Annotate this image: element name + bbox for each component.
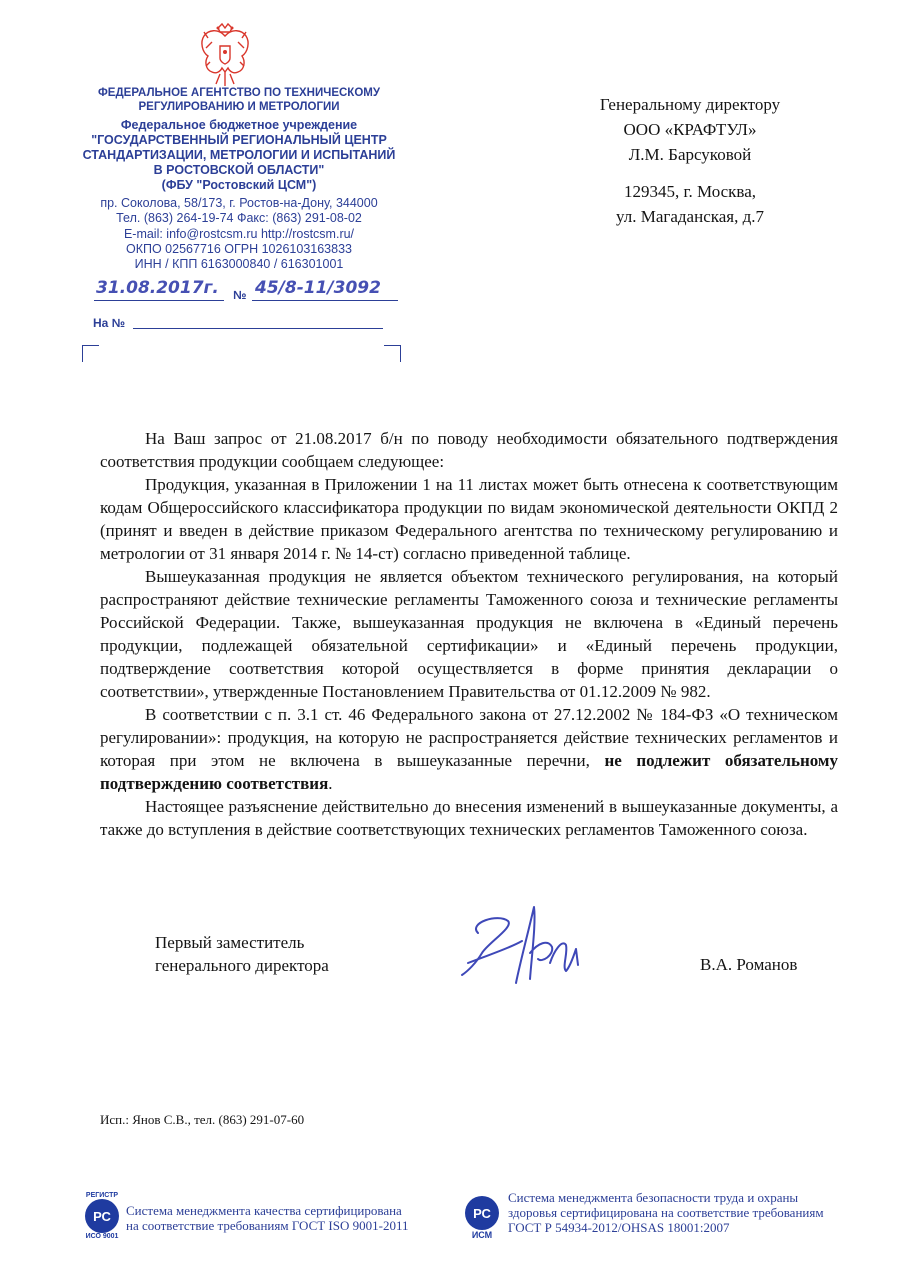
address-corner-right [384,345,401,362]
org-name: "ГОСУДАРСТВЕННЫЙ РЕГИОНАЛЬНЫЙ ЦЕНТР СТАНДАРТИЗАЦИИ, МЕТРОЛОГИИ И ИСПЫТАНИЙ В РОСТОВСКОЙ ОБЛАСТИ" [82,133,396,177]
addressee-block [560,92,820,229]
reference-underline [133,328,383,329]
org-address: пр. Соколова, 58/173, г. Ростов-на-Дону, 344000 [100,196,378,210]
cert1-line1: Система менеджмента качества сертифицирована [126,1203,402,1218]
cert1-badge-top: РЕГИСТР [85,1192,119,1199]
signer-position [155,931,329,977]
org-inn-kpp: ИНН / КПП 6163000840 / 616301001 [134,257,344,272]
executor-contact: Исп.: Янов С.В., тел. (863) 291-07-60 [100,1112,305,1127]
signer-name: В.А. Романов [700,955,798,974]
body-paragraph-5: Настоящее разъяснение действительно до внесения изменений в вышеуказанные документы, а также до вступления в действие соответствующих технических регламентов Таможенного союза. [100,797,838,839]
p4-bold-conclusion: не подлежит обязательному подтверждению соответствия [100,751,839,793]
cert-ohsas-text [508,1190,824,1235]
organization-block [78,118,400,193]
body-paragraph-3: Вышеуказанная продукция не является объектом технического регулирования, на который распространяют действие технические регламенты Таможенного союза и технические регламенты Российской Федерации. Также, вышеуказанная продукция не включена в «Единый перечень продукции, подлежащей обязательной сертификации» и «Единый перечень продукции, подтверждение соответствия которой осуществляется в форме принятия декларации о соответствии», утвержденные Постановлением Правительства от 01.12.2009 № 982. [100,567,838,701]
cert2-line1: Система менеджмента безопасности труда и охраны [508,1190,799,1205]
reference-label: На № [93,316,126,330]
cert-badge-ohsas [462,1196,502,1240]
p4-period: . [328,774,333,793]
number-label: № [233,288,247,302]
cert2-badge-mark: РС [465,1196,499,1230]
cert1-badge-mark: РС [85,1199,119,1233]
cert-iso-text [126,1203,408,1233]
body-paragraph-2: Продукция, указанная в Приложении 1 на 11 листах может быть отнесена к соответствующим кодам Общероссийского классификатора продукции по видам экономической деятельности ОКПД 2 (принят и введен в действие приказом Федерального агентства по техническому регулированию и метрологии от 31 января 2014 г. № 14-ст) согласно приведенной таблице. [100,475,838,563]
contact-details [78,196,400,272]
body-paragraph-1: На Ваш запрос от 21.08.2017 б/н по поводу необходимости обязательного подтверждения соответствия продукции сообщаем следующее: [100,429,838,471]
address-corner-left [82,345,99,362]
cert2-line2: здоровья сертифицирована на соответствие требованиям [508,1205,824,1220]
cert-badge-iso [82,1192,122,1240]
registration-date: 31.08.2017г. [96,278,219,298]
cert2-line3: ГОСТ Р 54934-2012/OHSAS 18001:2007 [508,1220,730,1235]
addressee-street: ул. Магаданская, д.7 [615,207,765,226]
p4-text: В соответствии с п. 3.1 ст. 46 Федерального закона от 27.12.2002 № 184-ФЗ «О техническом регулировании»: продукция, на которую не распространяется действие технических регламентов и которая при этом не включена в вышеуказанные перечни, [100,705,838,770]
org-type: Федеральное бюджетное учреждение [120,118,358,132]
handwritten-signature [438,893,598,1003]
cert1-line2: на соответствие требованиям ГОСТ ISO 9001-2011 [126,1218,409,1233]
addressee-company: ООО «КРАФТУЛ» [623,120,757,139]
addressee-name: Л.М. Барсуковой [628,145,752,164]
agency-name: ФЕДЕРАЛЬНОЕ АГЕНТСТВО ПО ТЕХНИЧЕСКОМУ РЕГУЛИРОВАНИЮ И МЕТРОЛОГИИ [97,87,381,113]
addressee-title: Генеральному директору [599,95,781,114]
org-okpo-ogrn: ОКПО 02567716 ОГРН 1026103163833 [126,241,352,256]
addressee-postcode-city: 129345, г. Москва, [623,182,757,201]
registration-number: 45/8-11/3092 [255,278,381,298]
cert2-badge-bottom: ИСМ [471,1230,493,1240]
org-email-web: E-mail: info@rostcsm.ru http://rostcsm.ru/ [123,226,355,241]
coat-of-arms-icon [196,22,254,90]
signer-position-line1: Первый заместитель [155,933,305,952]
date-underline [94,300,224,301]
body-paragraph-4 [100,703,838,795]
letter-body [100,427,838,841]
org-phone: Тел. (863) 264-19-74 Факс: (863) 291-08-02 [116,211,362,226]
cert1-badge-bottom: ИСО 9001 [85,1233,119,1240]
org-short-name: (ФБУ "Ростовский ЦСМ") [161,178,317,192]
number-underline [252,300,398,301]
signer-position-line2: генерального директора [155,956,329,975]
